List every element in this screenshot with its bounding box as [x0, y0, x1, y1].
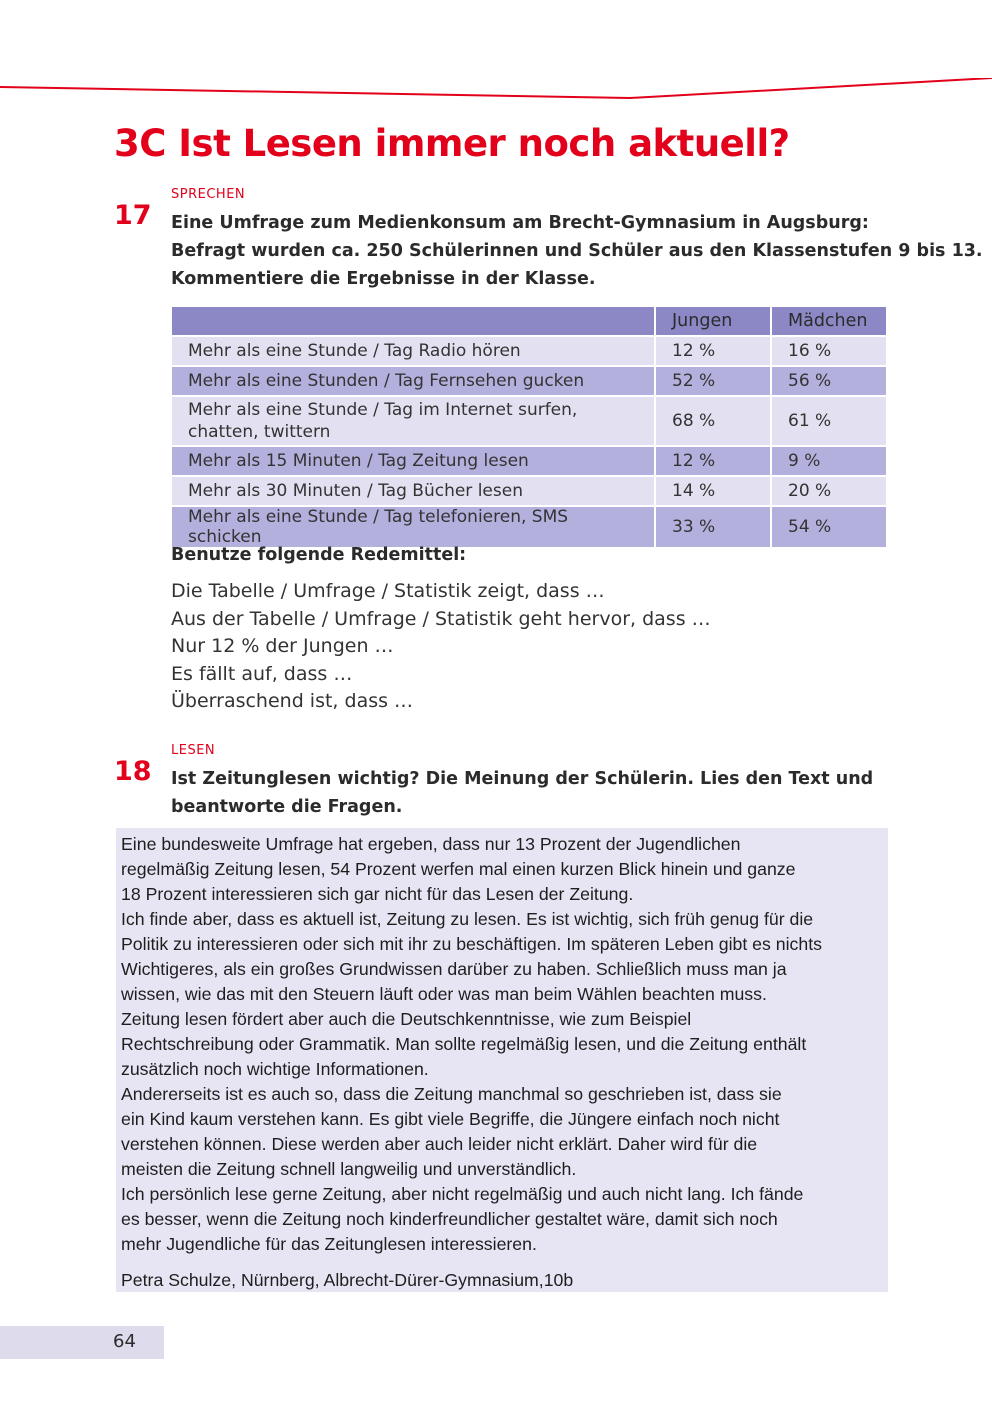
text-line: Rechtschreibung oder Grammatik. Man sollte regelmäßig lesen, und die Zeitung enthält: [121, 1034, 807, 1054]
task-17-instructions: [171, 209, 983, 293]
text-line: zusätzlich noch wichtige Informationen.: [121, 1059, 429, 1079]
instruction-line: Befragt wurden ca. 250 Schülerinnen und Schüler aus den Klassenstufen 9 bis 13.: [171, 241, 983, 261]
section-label-reading: LESEN: [171, 743, 216, 758]
header-rule: [0, 78, 992, 108]
phrase-item: Nur 12 % der Jungen …: [171, 635, 394, 657]
text-line: meisten die Zeitung schnell langweilig und unverständlich.: [121, 1159, 577, 1179]
instruction-line: Eine Umfrage zum Medienkonsum am Brecht-Gymnasium in Augsburg:: [171, 213, 869, 233]
phrase-item: Es fällt auf, dass …: [171, 662, 353, 685]
instruction-line: beantworte die Fragen.: [171, 797, 403, 817]
instruction-line: Ist Zeitunglesen wichtig? Die Meinung der Schülerin. Lies den Text und: [171, 769, 874, 789]
instruction-line: Kommentiere die Ergebnisse in der Klasse.: [171, 269, 596, 289]
page-title: 3C Ist Lesen immer noch aktuell?: [114, 122, 790, 165]
task-number-18: 18: [114, 756, 152, 787]
phrases-list: [171, 578, 711, 716]
value-girls: 9 %: [771, 446, 887, 476]
table-row: [171, 476, 887, 506]
text-line: verstehen können. Diese werden aber auch leider nicht erklärt. Daher wird für die: [121, 1134, 758, 1154]
text-line: ein Kind kaum verstehen kann. Es gibt viele Begriffe, die Jüngere einfach noch nicht: [121, 1109, 780, 1129]
text-line: es besser, wenn die Zeitung noch kinderfreundlicher gestaltet wäre, damit sich noch: [121, 1209, 778, 1229]
table-row: [171, 446, 887, 476]
text-line: Politik zu interessieren oder sich mit ihr zu beschäftigen. Im späteren Leben gibt es nichts: [121, 934, 822, 954]
value-boys: 68 %: [655, 396, 771, 446]
text-line: Wichtigeres, als ein großes Grundwissen darüber zu haben. Schließlich muss man ja: [121, 959, 787, 979]
row-label: Mehr als eine Stunde / Tag Radio hören: [171, 336, 655, 366]
table-header-row: [171, 306, 887, 336]
value-girls: 16 %: [771, 336, 887, 366]
table-row: [171, 336, 887, 366]
author-signature: Petra Schulze, Nürnberg, Albrecht-Dürer-Gymnasium,10b: [121, 1270, 574, 1290]
table-row: [171, 396, 887, 446]
row-label: Mehr als 15 Minuten / Tag Zeitung lesen: [171, 446, 655, 476]
table-row: [171, 366, 887, 396]
value-boys: 12 %: [655, 336, 771, 366]
text-line: 18 Prozent interessieren sich gar nicht für das Lesen der Zeitung.: [121, 884, 634, 904]
phrase-item: Die Tabelle / Umfrage / Statistik zeigt, dass …: [171, 580, 605, 602]
text-line: Ich finde aber, dass es aktuell ist, Zeitung zu lesen. Es ist wichtig, sich früh genug für die: [121, 909, 814, 929]
text-line: wissen, wie das mit den Steuern läuft oder was man beim Wählen beachten muss.: [121, 984, 767, 1004]
page-number: 64: [113, 1331, 136, 1352]
value-girls: 56 %: [771, 366, 887, 396]
value-girls: 61 %: [771, 396, 887, 446]
survey-table: [170, 305, 888, 549]
row-label: Mehr als eine Stunde / Tag im Internet surfen, chatten, twittern: [171, 396, 655, 446]
value-boys: 12 %: [655, 446, 771, 476]
text-line: Ich persönlich lese gerne Zeitung, aber nicht regelmäßig und auch nicht lang. Ich fände: [121, 1184, 804, 1204]
phrase-item: Überraschend ist, dass …: [171, 690, 414, 712]
text-line: regelmäßig Zeitung lesen, 54 Prozent werfen mal einen kurzen Blick hinein und ganze: [121, 859, 796, 879]
value-boys: 33 %: [655, 506, 771, 548]
row-label: Mehr als eine Stunden / Tag Fernsehen gucken: [171, 366, 655, 396]
table-row: [171, 506, 887, 548]
row-label: Mehr als 30 Minuten / Tag Bücher lesen: [171, 476, 655, 506]
text-line: Zeitung lesen fördert aber auch die Deutschkenntnisse, wie zum Beispiel: [121, 1009, 692, 1029]
row-label: Mehr als eine Stunde / Tag telefonieren, SMS schicken: [171, 506, 655, 548]
task-18-instructions: [171, 765, 911, 821]
phrases-heading: Benutze folgende Redemittel:: [171, 545, 467, 565]
value-girls: 54 %: [771, 506, 887, 548]
page-number-box: [0, 1326, 164, 1359]
table-header-boys: Jungen: [655, 306, 771, 336]
table-header-girls: Mädchen: [771, 306, 887, 336]
text-line: Eine bundesweite Umfrage hat ergeben, dass nur 13 Prozent der Jugendlichen: [121, 834, 741, 854]
task-number-17: 17: [114, 200, 152, 231]
value-boys: 14 %: [655, 476, 771, 506]
value-boys: 52 %: [655, 366, 771, 396]
value-girls: 20 %: [771, 476, 887, 506]
text-line: mehr Jugendliche für das Zeitunglesen interessieren.: [121, 1234, 537, 1254]
text-line: Andererseits ist es auch so, dass die Zeitung manchmal so geschrieben ist, dass sie: [121, 1084, 782, 1104]
table-header-empty: [171, 306, 655, 336]
reading-text-box: [116, 828, 888, 1292]
section-label-speaking: SPRECHEN: [171, 187, 246, 202]
phrase-item: Aus der Tabelle / Umfrage / Statistik geht hervor, dass …: [171, 607, 711, 630]
